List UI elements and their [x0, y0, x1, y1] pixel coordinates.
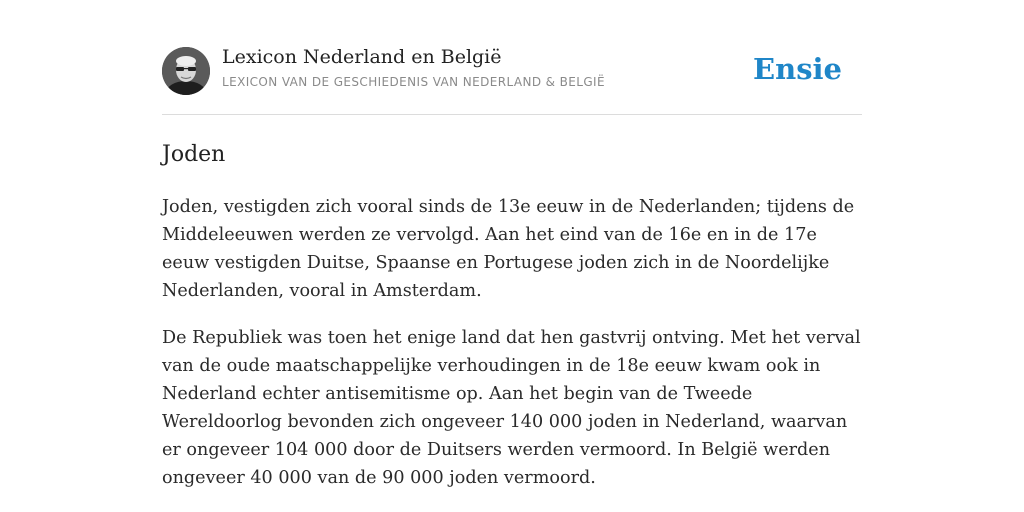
- author-subtitle: LEXICON VAN DE GESCHIEDENIS VAN NEDERLAND & BELGIË: [222, 75, 605, 89]
- article-title: Joden: [162, 142, 226, 167]
- author-avatar[interactable]: [162, 47, 210, 95]
- article-card: [162, 0, 862, 492]
- article-paragraph: De Republiek was toen het enige land dat hen gastvrij ontving. Met het verval van de oude maatschappelijke verhoudingen in de 18e eeuw kwam ook in Nederland echter antisemitisme op. Aan het begin van de Tweede Wereldoorlog bevonden zich ongeveer 140 000 joden in Nederland, waarvan er ongeveer 104 000 door de Duitsers werden vermoord. In België werden ongeveer 40 000 van de 90 000 joden vermoord.: [162, 328, 861, 488]
- person-portrait-icon: [162, 47, 210, 95]
- page-header: [162, 0, 862, 115]
- article-paragraph: Joden, vestigden zich vooral sinds de 13e eeuw in de Nederlanden; tijdens de Middeleeuwen werden ze vervolgd. Aan het eind van de 16e en in de 17e eeuw vestigden Duitse, Spaanse en Portugese joden zich in de Noordelijke Nederlanden, vooral in Amsterdam.: [162, 197, 855, 301]
- ensie-logo-link[interactable]: Ensie: [753, 52, 842, 86]
- author-name[interactable]: Lexicon Nederland en België: [222, 46, 502, 68]
